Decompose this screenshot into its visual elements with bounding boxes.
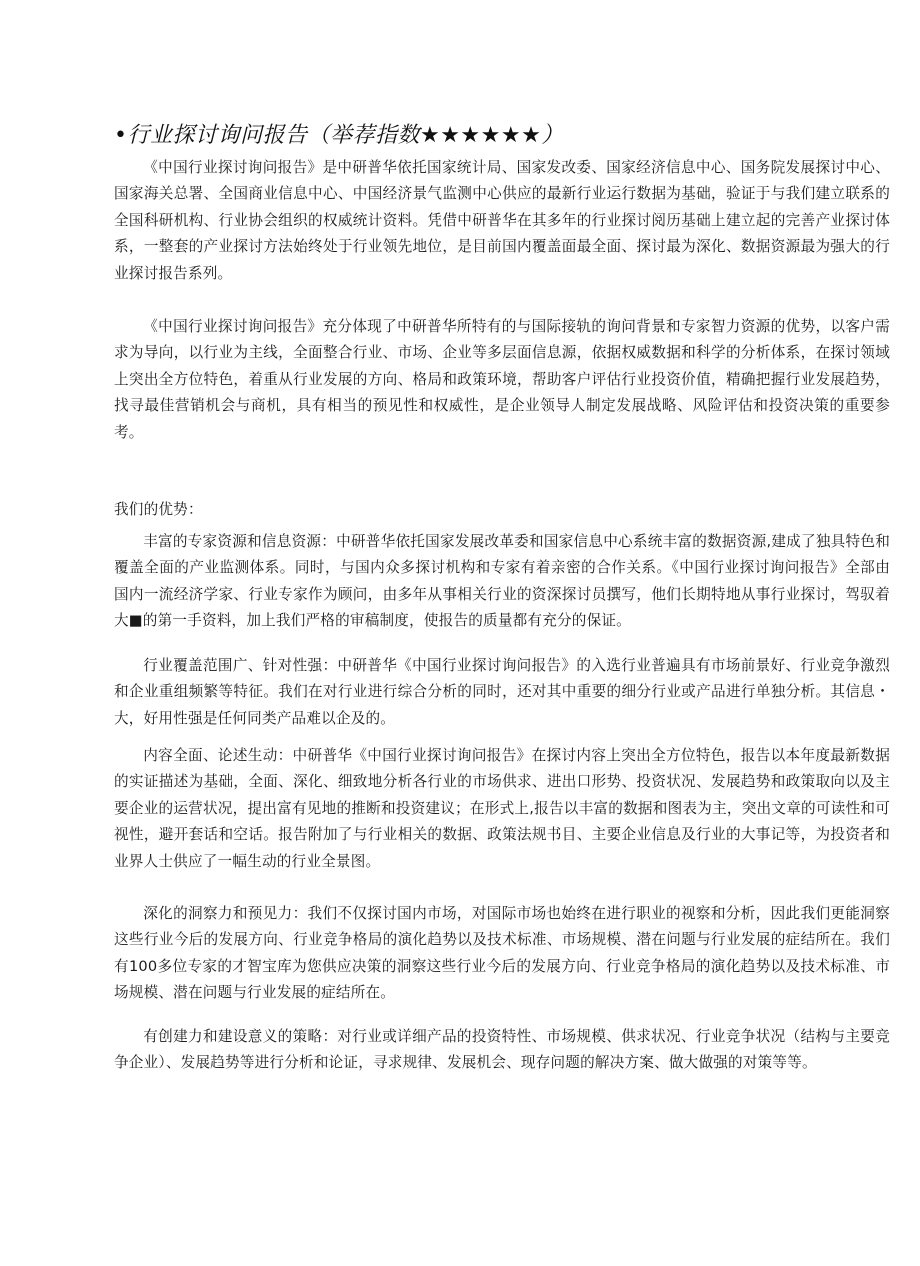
advantage-content-paragraph: 内容全面、论述生动：中研普华《中国行业探讨询问报告》在探讨内容上突出全方位特色，报告以本年度最新数据的实证描述为基础，全面、深化、细致地分析各行业的市场供求、进出口形势、投资状况、发展趋势和政策取向以及主要企业的运营状况，提出富有见地的推断和投资建议；在形式上,报告以丰富的数据和图表为主，突出文章的可读性和可视性，避开套话和空话。报告附加了与行业相关的数据、政策法规书目、主要企业信息及行业的大事记等，为投资者和业界人士供应了一幅生动的行业全景图。 <box>114 747 890 870</box>
advantage-strategy-paragraph: 有创建力和建设意义的策略：对行业或详细产品的投资特性、市场规模、供求状况、行业竞争状况（结构与主要竞争企业）、发展趋势等进行分析和论证，寻求规律、发展机会、现存问题的解决方案、做大做强的对策等等。 <box>114 1028 890 1072</box>
advantages-heading: 我们的优势： <box>114 501 203 518</box>
advantage-coverage-paragraph: 行业覆盖范围广、针对性强：中研普华《中国行业探讨询问报告》的入选行业普遍具有市场前景好、行业竞争激烈和企业重组频繁等特征。我们在对行业进行综合分析的同时，还对其中重要的细分行业或产品进行单独分析。其信息・大，好用性强是任何同类产品难以企及的。 <box>114 657 890 727</box>
intro-paragraph: 《中国行业探讨询问报告》是中研普华依托国家统计局、国家发改委、国家经济信息中心、国务院发展探讨中心、国家海关总署、全国商业信息中心、中国经济景气监测中心供应的最新行业运行数据为基础，验证于与我们建立联系的全国科研机构、行业协会组织的权威统计资料。凭借中研普华在其多年的行业探讨阅历基础上建立起的完善产业探讨体系，一整套的产业探讨方法始终处于行业领先地位，是目前国内覆盖面最全面、探讨最为深化、数据资源最为强大的行业探讨报告系列。 <box>114 159 890 282</box>
advantage-resources-paragraph: 丰富的专家资源和信息资源：中研普华依托国家发展改革委和国家信息中心系统丰富的数据资源,建成了独具特色和覆盖全面的产业监测体系。同时，与国内众多探讨机构和专家有着亲密的合作关系。《中国行业探讨询问报告》全部由国内一流经济学家、行业专家作为顾问，由多年从事相关行业的资深探讨员撰写，他们长期特地从事行业探讨，驾驭着大■的第一手资料，加上我们严格的审稿制度，使报告的质量都有充分的保证。 <box>114 533 890 630</box>
advantage-insight-paragraph: 深化的洞察力和预见力：我们不仅探讨国内市场，对国际市场也始终在进行职业的视察和分析，因此我们更能洞察这些行业今后的发展方向、行业竞争格局的演化趋势以及技术标准、市场规模、潜在问题与行业发展的症结所在。我们有100多位专家的才智宝库为您供应决策的洞察这些行业今后的发展方向、行业竞争格局的演化趋势以及技术标准、市场规模、潜在问题与行业发展的症结所在。 <box>114 905 890 1002</box>
overview-paragraph: 《中国行业探讨询问报告》充分体现了中研普华所特有的与国际接轨的询问背景和专家智力资源的优势，以客户需求为导向，以行业为主线，全面整合行业、市场、企业等多层面信息源，依据权威数据和科学的分析体系，在探讨领域上突出全方位特色，着重从行业发展的方向、格局和政策环境，帮助客户评估行业投资价值，精确把握行业发展趋势，找寻最佳营销机会与商机，具有相当的预见性和权威性，是企业领导人制定发展战略、风险评估和投资决策的重要参考。 <box>114 318 890 441</box>
section-heading: •行业探讨询问报告（举荐指数★★★★★★） <box>114 123 564 148</box>
